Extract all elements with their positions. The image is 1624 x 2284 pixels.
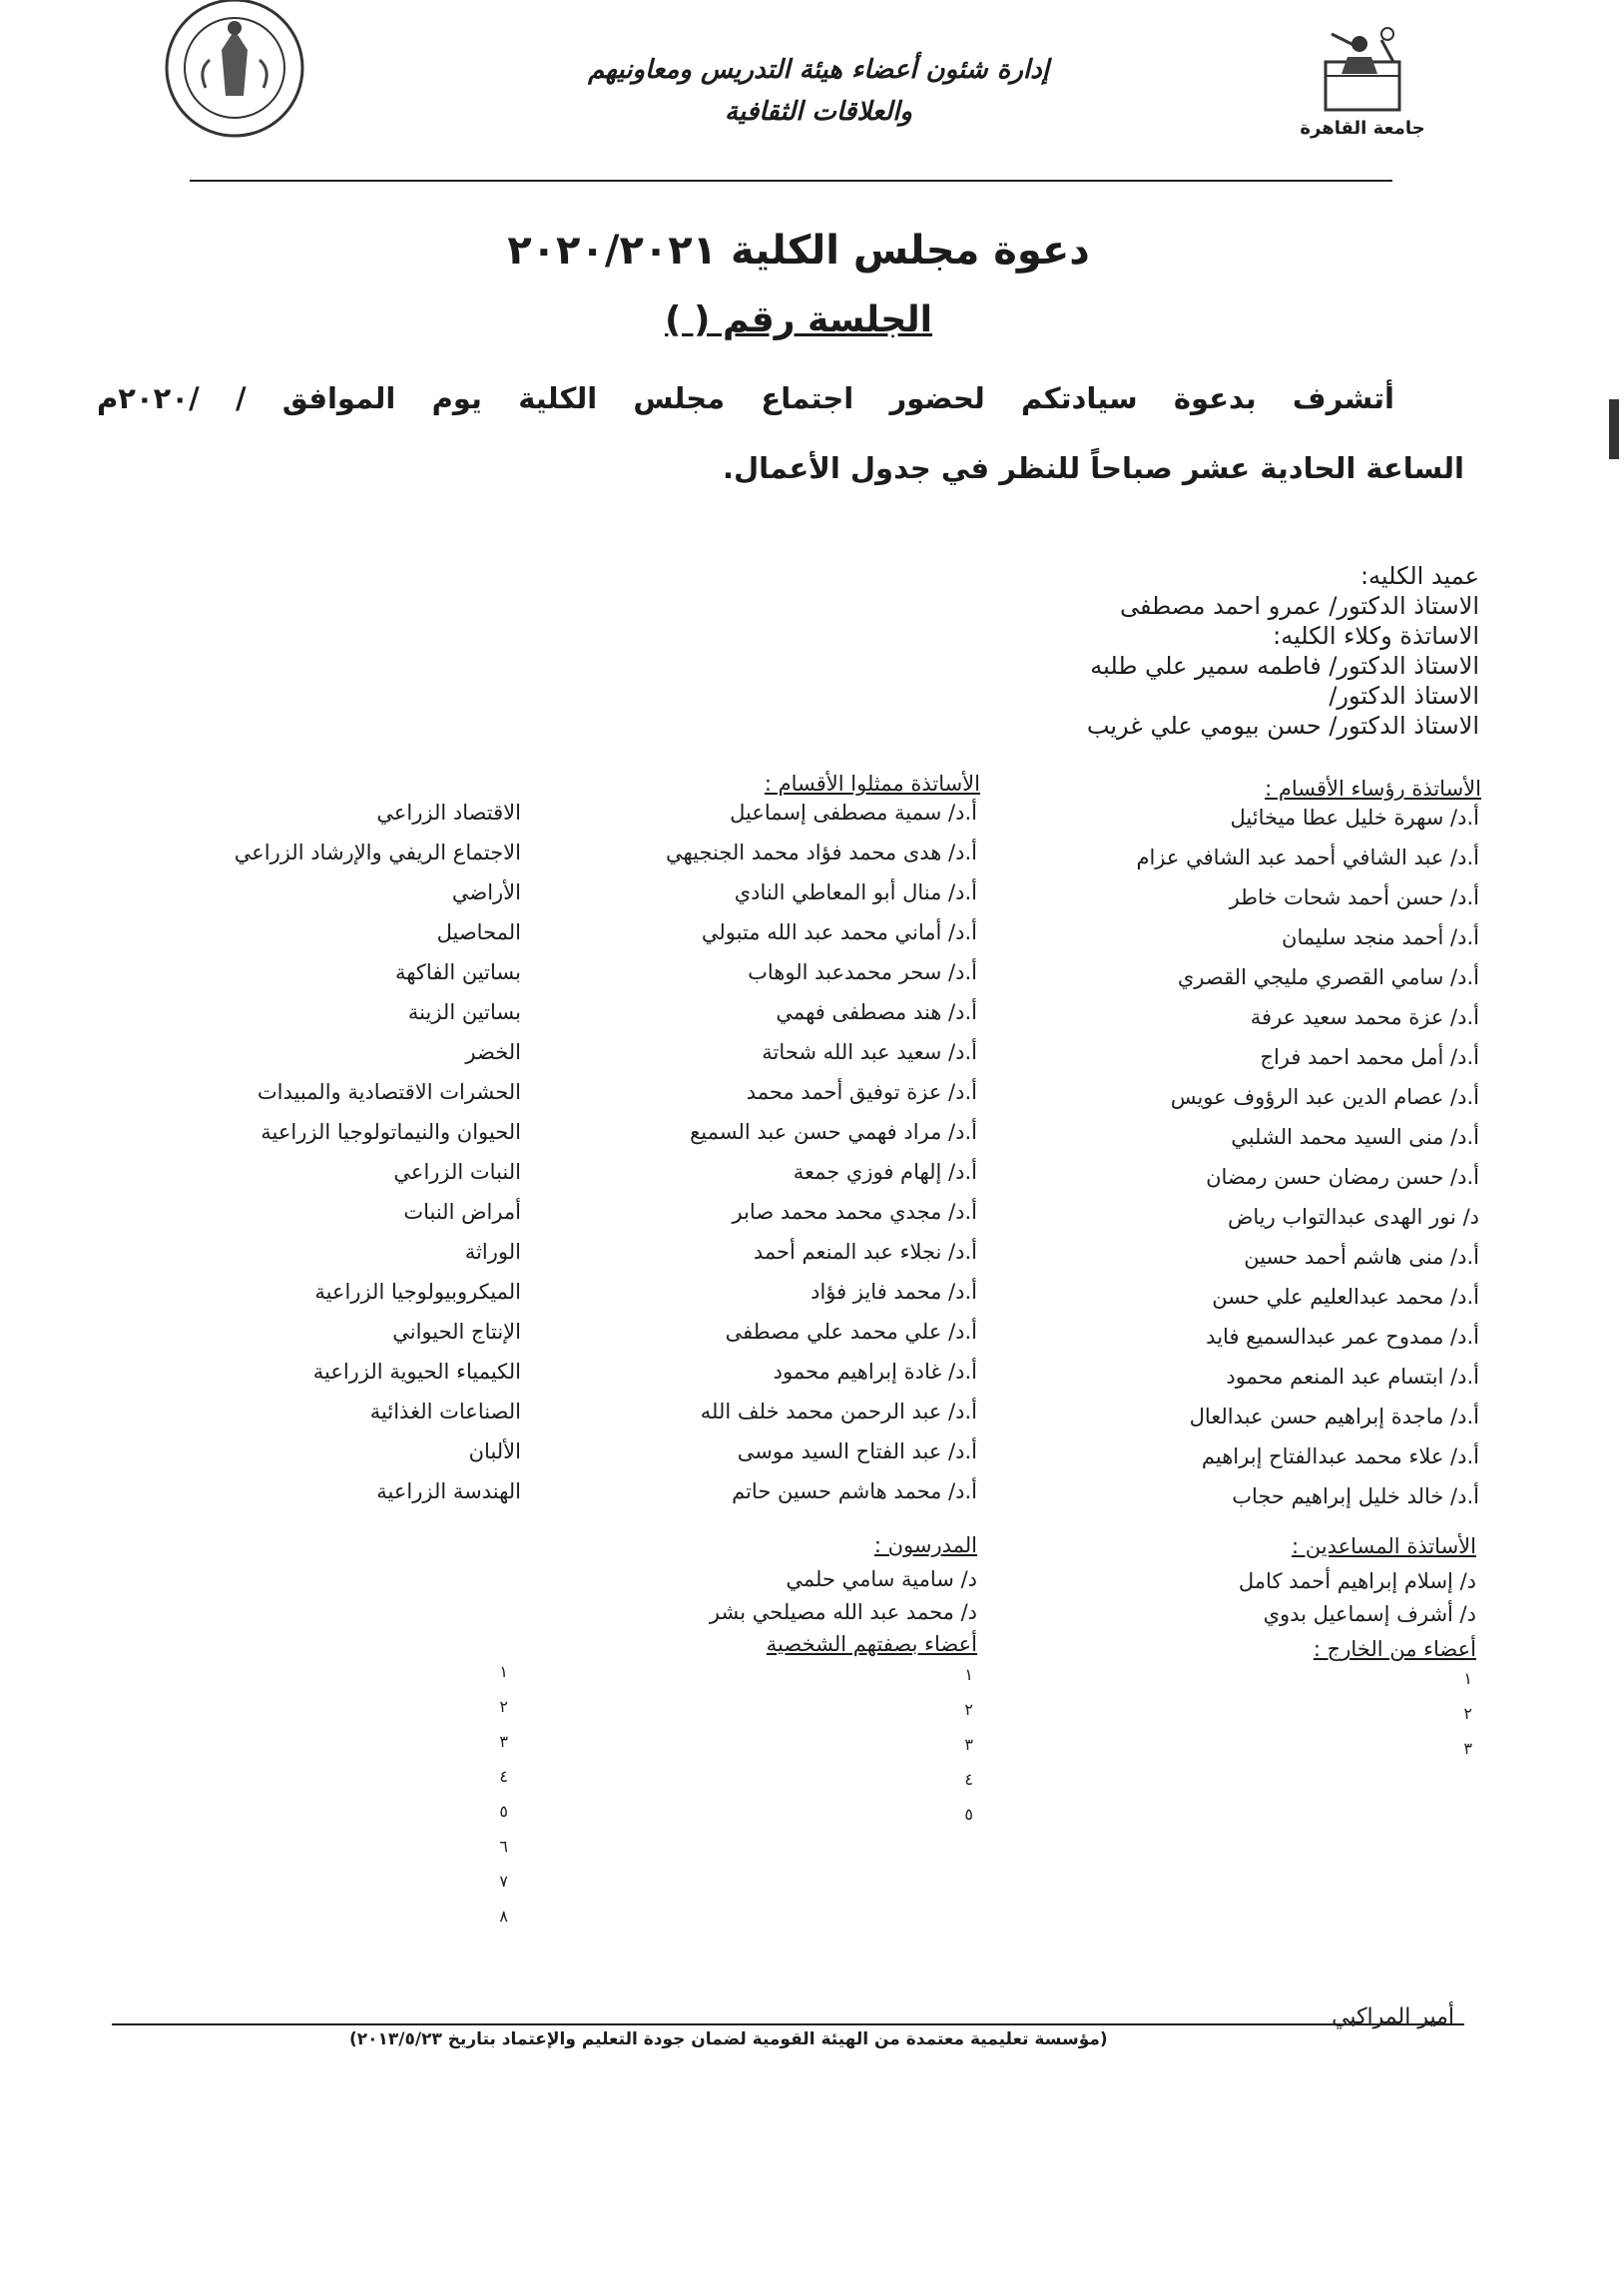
head-of-department-item: أ.د/ عبد الشافي أحمد عبد الشافي عزام [1136, 846, 1479, 869]
department-rep-item: أ.د/ سعيد عبد الله شحاتة [762, 1040, 977, 1064]
department-name-item: الهندسة الزراعية [376, 1479, 521, 1503]
leadership-line: الاستاذ الدكتور/ [1329, 682, 1479, 710]
external-member-number: ٢ [1463, 1704, 1472, 1723]
department-rep-item: أ.د/ سحر محمدعبد الوهاب [748, 960, 977, 984]
extra-member-number: ٤ [499, 1767, 508, 1786]
personal-members-title: أعضاء بصفتهم الشخصية [766, 1632, 977, 1656]
personal-member-number: ٣ [964, 1735, 973, 1754]
department-rep-item: أ.د/ سمية مصطفى إسماعيل [730, 801, 977, 825]
lecturers-title: المدرسون : [873, 1533, 977, 1557]
head-of-department-item: د/ نور الهدى عبدالتواب رياض [1227, 1205, 1479, 1229]
department-name-item: الكيمياء الحيوية الزراعية [312, 1360, 521, 1384]
personal-member-number: ١ [964, 1665, 973, 1684]
university-name: جامعة القاهرة [1300, 118, 1425, 139]
head-of-department-item: أ.د/ سامي القصري مليجي القصري [1177, 965, 1479, 989]
extra-member-number: ٣ [499, 1732, 508, 1751]
extra-member-number: ٢ [499, 1697, 508, 1716]
department-rep-item: أ.د/ نجلاء عبد المنعم أحمد [753, 1240, 977, 1264]
department-name-item: الحيوان والنيماتولوجيا الزراعية [261, 1120, 521, 1144]
head-of-department-item: أ.د/ علاء محمد عبدالفتاح إبراهيم [1201, 1444, 1479, 1468]
session-number-text: الجلسة رقم ( ) [665, 299, 932, 340]
department-rep-item: أ.د/ عبد الرحمن محمد خلف الله [700, 1400, 977, 1424]
personal-member-number: ٢ [964, 1700, 973, 1719]
department-name-item: النبات الزراعي [393, 1160, 521, 1184]
extra-member-number: ٥ [499, 1802, 508, 1821]
footer-divider [112, 2023, 1464, 2025]
department-name-item: بساتين الزينة [407, 1000, 521, 1024]
department-name-item: الميكروبيولوجيا الزراعية [314, 1280, 521, 1304]
personal-member-number: ٥ [964, 1805, 973, 1824]
department-name-item: الاجتماع الريفي والإرشاد الزراعي [234, 841, 521, 864]
head-of-department-item: أ.د/ خالد خليل إبراهيم حجاب [1232, 1484, 1479, 1508]
invitation-line1: أتشرف بدعوة سيادتكم لحضور اجتماع مجلس الكلية يوم الموافق / /٢٠٢٠م [97, 381, 1394, 415]
department-rep-item: أ.د/ هدى محمد فؤاد محمد الجنجيهي [665, 841, 977, 864]
department-rep-item: أ.د/ مجدي محمد محمد صابر [732, 1200, 977, 1224]
department-name-item: المحاصيل [436, 920, 521, 944]
university-logo-icon [1308, 12, 1417, 122]
department-name-item: الحشرات الاقتصادية والمبيدات [257, 1080, 521, 1104]
leadership-line: عميد الكليه: [1359, 562, 1479, 590]
department-rep-item: أ.د/ منال أبو المعاطي النادي [734, 880, 977, 904]
lecturer-item: د/ محمد عبد الله مصيلحي بشر [709, 1600, 977, 1624]
department-name-item: الألبان [468, 1439, 521, 1463]
leadership-line: الاساتذة وكلاء الكليه: [1273, 622, 1479, 650]
head-of-department-item: أ.د/ سهرة خليل عطا ميخائيل [1230, 806, 1479, 830]
header-department-line1: إدارة شئون أعضاء هيئة التدريس ومعاونيهم [588, 55, 1049, 85]
department-rep-item: أ.د/ إلهام فوزي جمعة [793, 1160, 977, 1184]
assistant-profs-title: الأساتذة المساعدين : [1292, 1534, 1476, 1558]
head-of-department-item: أ.د/ عصام الدين عبد الرؤوف عويس [1170, 1085, 1479, 1109]
head-of-department-item: أ.د/ عزة محمد سعيد عرفة [1250, 1005, 1479, 1029]
page-title: دعوة مجلس الكلية ٢٠٢٠/٢٠٢١ [507, 228, 1090, 274]
department-rep-item: أ.د/ محمد فايز فؤاد [811, 1280, 977, 1304]
leadership-line: الاستاذ الدكتور/ فاطمه سمير علي طلبه [1090, 652, 1479, 680]
scan-edge-mark [1609, 399, 1619, 459]
extra-member-number: ١ [499, 1662, 508, 1681]
head-of-department-item: أ.د/ محمد عبدالعليم علي حسن [1212, 1285, 1479, 1309]
extra-member-number: ٦ [499, 1837, 508, 1856]
external-member-number: ١ [1463, 1669, 1472, 1688]
department-name-item: الخضر [465, 1040, 521, 1064]
extra-member-number: ٨ [499, 1907, 508, 1926]
department-name-item: الأراضي [451, 880, 521, 904]
head-of-department-item: أ.د/ ابتسام عبد المنعم محمود [1226, 1365, 1479, 1389]
assistant-prof-item: د/ أشرف إسماعيل بدوي [1263, 1602, 1476, 1626]
head-of-department-item: أ.د/ حسن رمضان حسن رمضان [1206, 1165, 1479, 1189]
footer-signatory: أمير المراكبي [1332, 2004, 1454, 2029]
department-rep-item: أ.د/ غادة إبراهيم محمود [773, 1360, 977, 1384]
department-name-item: الصناعات الغذائية [369, 1400, 521, 1424]
department-rep-item: أ.د/ عزة توفيق أحمد محمد [746, 1080, 977, 1104]
head-of-department-item: أ.د/ أحمد منجد سليمان [1282, 925, 1479, 949]
leadership-line: الاستاذ الدكتور/ عمرو احمد مصطفى [1119, 592, 1479, 620]
external-members-title: أعضاء من الخارج : [1313, 1637, 1476, 1661]
faculty-seal-icon [160, 0, 309, 150]
session-number [449, 299, 1148, 340]
reps-title: الأساتذة ممثلوا الأقسام : [764, 772, 980, 796]
personal-member-number: ٤ [964, 1770, 973, 1789]
department-name-item: الإنتاج الحيواني [392, 1320, 521, 1344]
footer-accreditation-note: (مؤسسة تعليمية معتمدة من الهيئة القومية لضمان جودة التعليم والإعتماد بتاريخ ٢٠١٣/٥/٢٣) [349, 2029, 1108, 2049]
leadership-line: الاستاذ الدكتور/ حسن بيومي علي غريب [1086, 712, 1479, 740]
head-of-department-item: أ.د/ ماجدة إبراهيم حسن عبدالعال [1189, 1405, 1479, 1428]
department-rep-item: أ.د/ مراد فهمي حسن عبد السميع [690, 1120, 977, 1144]
department-rep-item: أ.د/ محمد هاشم حسين حاتم [732, 1479, 977, 1503]
department-rep-item: أ.د/ علي محمد علي مصطفى [725, 1320, 977, 1344]
department-rep-item: أ.د/ هند مصطفى فهمي [776, 1000, 977, 1024]
department-name-item: بساتين الفاكهة [394, 960, 521, 984]
heads-title: الأساتذة رؤساء الأقسام : [1265, 777, 1481, 801]
head-of-department-item: أ.د/ حسن أحمد شحات خاطر [1229, 885, 1479, 909]
head-of-department-item: أ.د/ ممدوح عمر عبدالسميع فايد [1206, 1325, 1479, 1349]
head-of-department-item: أ.د/ منى هاشم أحمد حسين [1244, 1245, 1479, 1269]
external-member-number: ٣ [1463, 1739, 1472, 1758]
head-of-department-item: أ.د/ أمل محمد احمد فراج [1260, 1045, 1479, 1069]
department-rep-item: أ.د/ عبد الفتاح السيد موسى [737, 1439, 977, 1463]
department-name-item: الاقتصاد الزراعي [376, 801, 521, 825]
department-name-item: الوراثة [464, 1240, 521, 1264]
header-divider [190, 180, 1392, 182]
invitation-line2: الساعة الحادية عشر صباحاً للنظر في جدول الأعمال. [722, 451, 1464, 485]
lecturer-item: د/ سامية سامي حلمي [786, 1567, 977, 1591]
department-name-item: أمراض النبات [403, 1200, 521, 1224]
assistant-prof-item: د/ إسلام إبراهيم أحمد كامل [1238, 1569, 1476, 1593]
extra-member-number: ٧ [499, 1872, 508, 1891]
header-department-line2: والعلاقات الثقافية [725, 97, 912, 127]
department-rep-item: أ.د/ أماني محمد عبد الله متبولي [701, 920, 977, 944]
head-of-department-item: أ.د/ منى السيد محمد الشلبي [1231, 1125, 1479, 1149]
